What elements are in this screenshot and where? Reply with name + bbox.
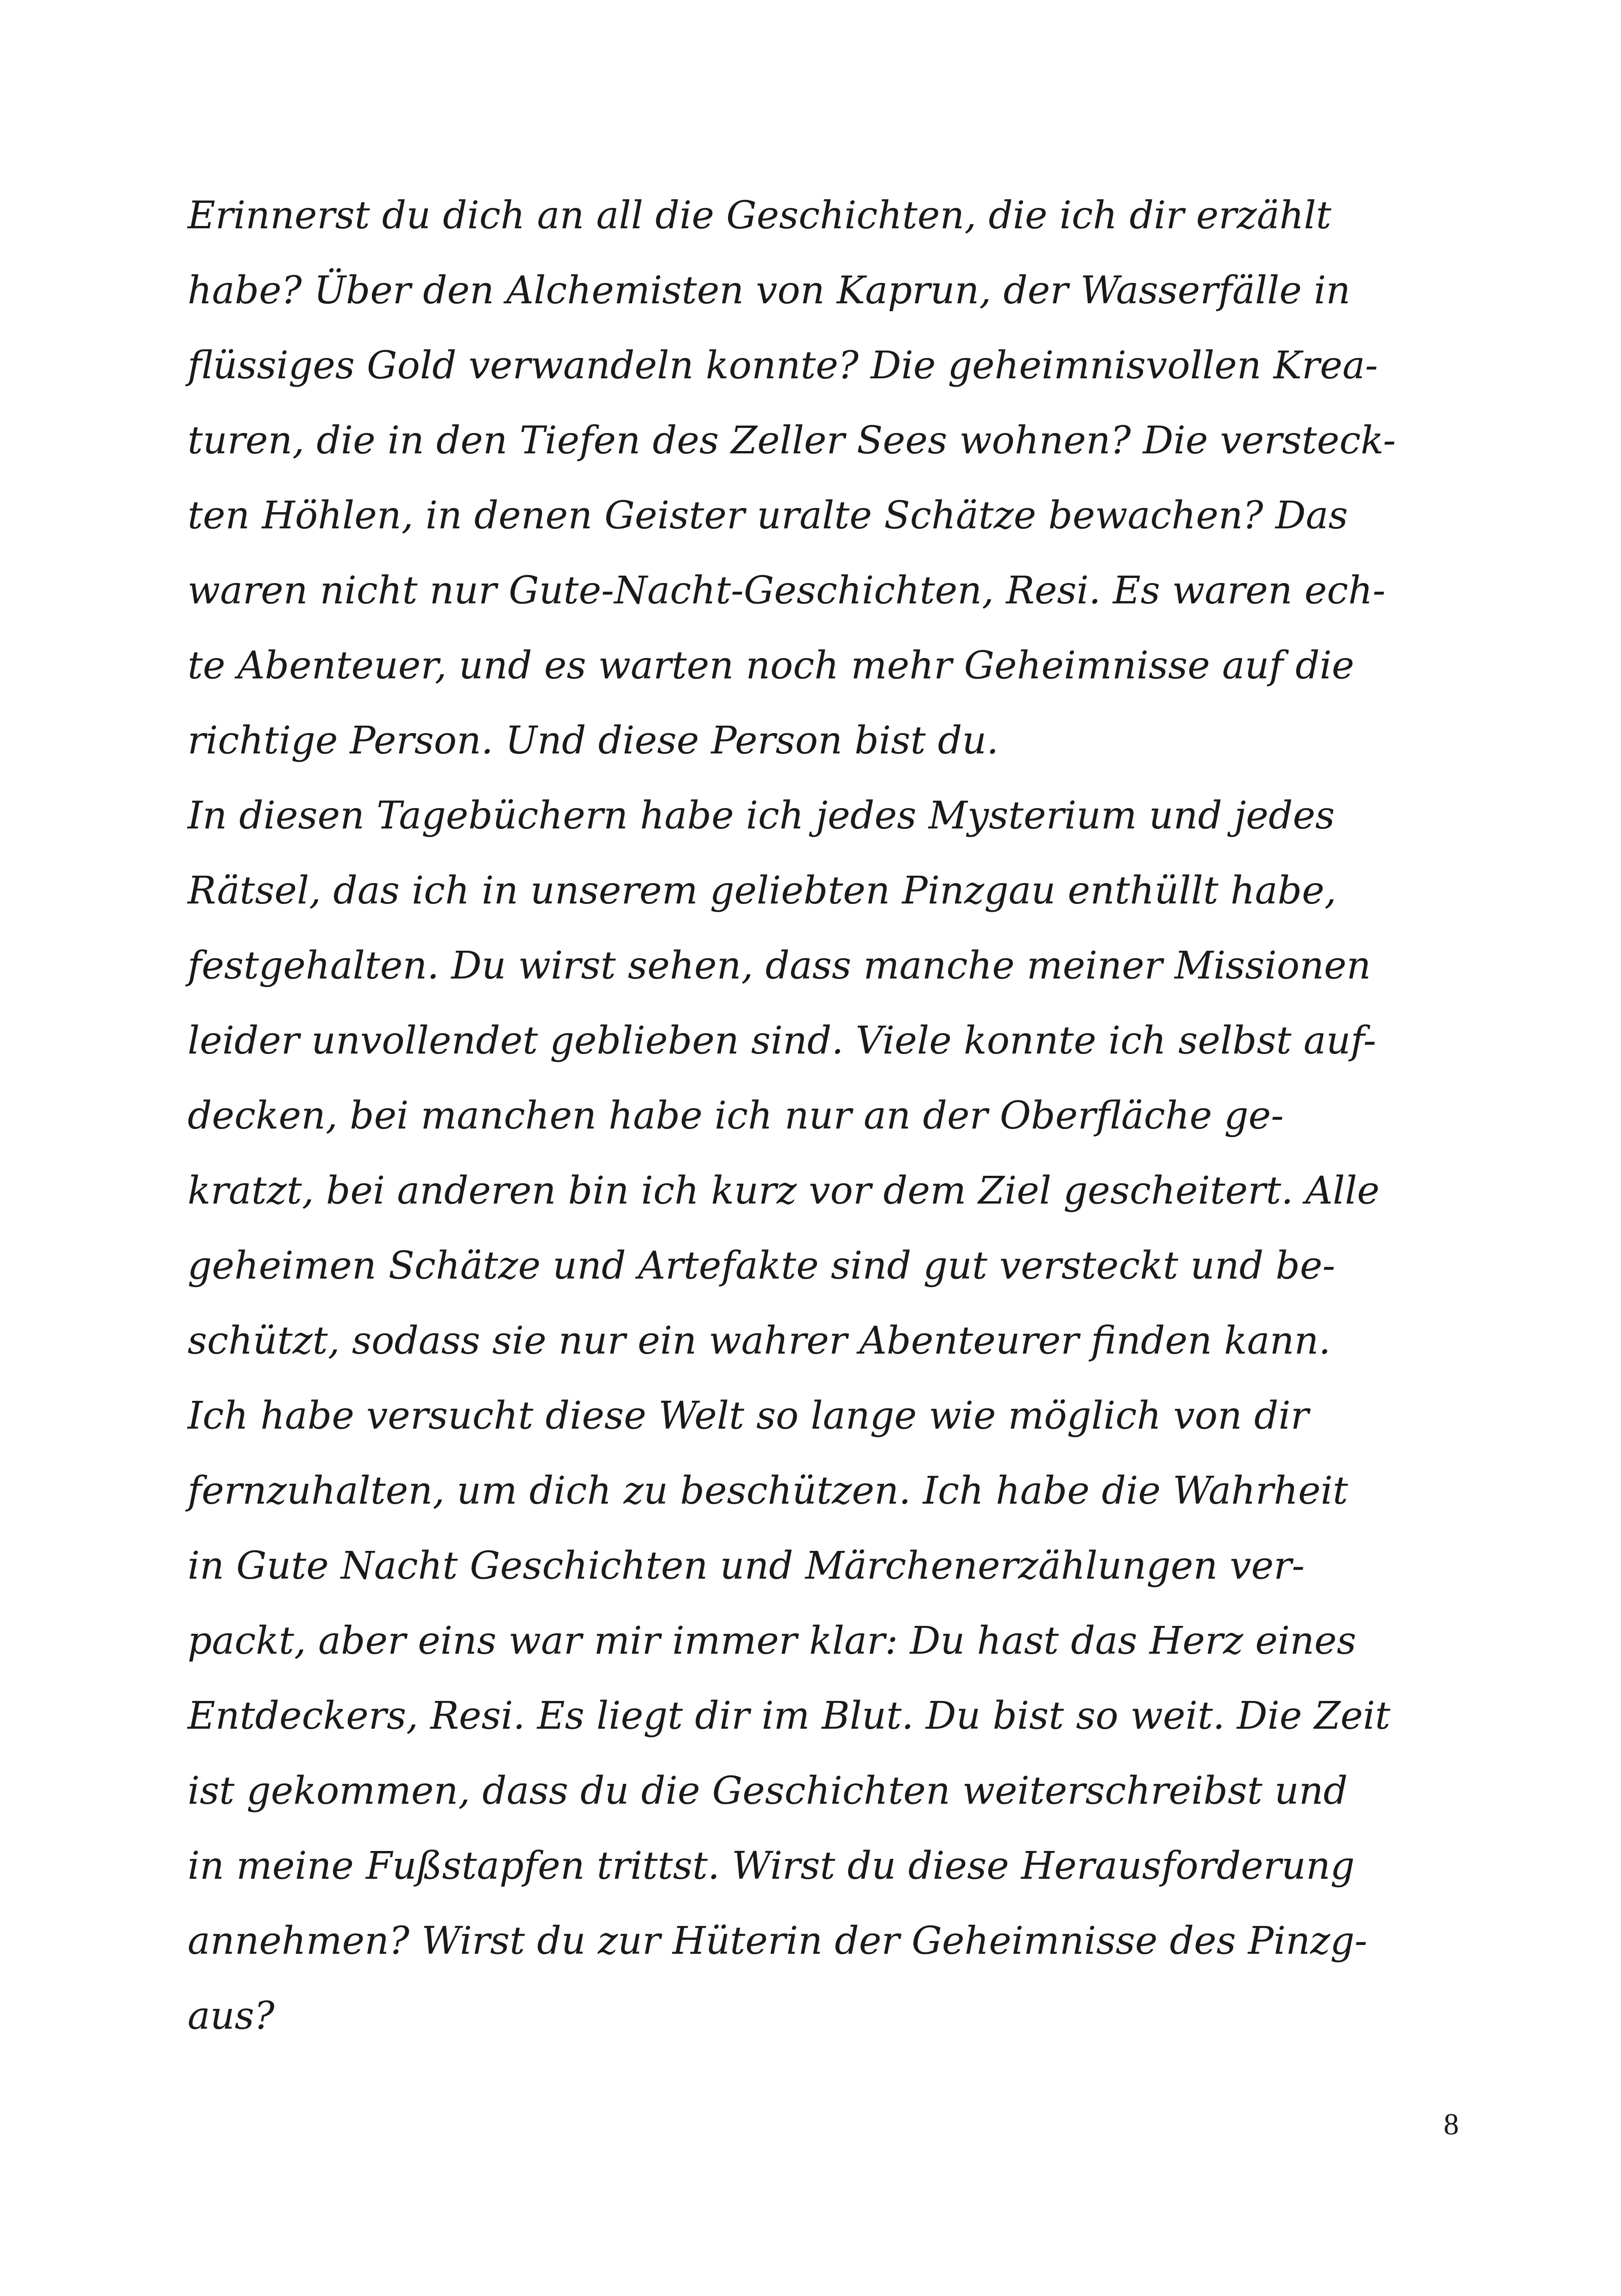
text-line: habe? Über den Alchemisten von Kaprun, der Wasserfälle in [188,269,1351,313]
text-line: richtige Person. Und diese Person bist du. [188,719,999,763]
text-line: packt, aber eins war mir immer klar: Du hast das Herz eines [188,1619,1357,1663]
text-line: annehmen? Wirst du zur Hüterin der Geheimnisse des Pinzg- [188,1919,1368,1963]
text-line: in Gute Nacht Geschichten und Märchenerzählungen ver- [188,1544,1305,1588]
text-line: decken, bei manchen habe ich nur an der Oberfläche ge- [188,1094,1284,1138]
text-line: Ich habe versucht diese Welt so lange wie möglich von dir [188,1394,1309,1438]
text-line: in meine Fußstapfen trittst. Wirst du diese Herausforderung [188,1844,1355,1888]
text-line: waren nicht nur Gute-Nacht-Geschichten, Resi. Es waren ech- [188,569,1386,613]
text-line: aus? [188,1994,275,2038]
text-line: festgehalten. Du wirst sehen, dass manche meiner Missionen [188,944,1371,988]
text-line: Entdeckers, Resi. Es liegt dir im Blut. Du bist so weit. Die Zeit [188,1694,1391,1738]
text-line: kratzt, bei anderen bin ich kurz vor dem Ziel gescheitert. Alle [188,1169,1380,1213]
text-line: Rätsel, das ich in unserem geliebten Pinzgau enthüllt habe, [188,869,1337,913]
text-line: turen, die in den Tiefen des Zeller Sees wohnen? Die versteck- [188,419,1396,463]
text-line: ist gekommen, dass du die Geschichten weiterschreibst und [188,1769,1348,1813]
text-line: ten Höhlen, in denen Geister uralte Schätze bewachen? Das [188,494,1348,538]
text-line: Erinnerst du dich an all die Geschichten, die ich dir erzählt [188,194,1332,238]
page-number: 8 [1444,2108,1459,2141]
body-text [188,178,1461,2054]
text-line: schützt, sodass sie nur ein wahrer Abenteurer finden kann. [188,1319,1331,1363]
text-line: In diesen Tagebüchern habe ich jedes Mysterium und jedes [188,794,1335,838]
text-line: flüssiges Gold verwandeln konnte? Die geheimnisvollen Krea- [188,344,1378,388]
text-line: te Abenteuer, und es warten noch mehr Geheimnisse auf die [188,644,1355,688]
text-line: leider unvollendet geblieben sind. Viele konnte ich selbst auf- [188,1019,1376,1063]
text-line: fernzuhalten, um dich zu beschützen. Ich habe die Wahrheit [188,1469,1348,1513]
text-line: geheimen Schätze und Artefakte sind gut versteckt und be- [188,1244,1335,1288]
